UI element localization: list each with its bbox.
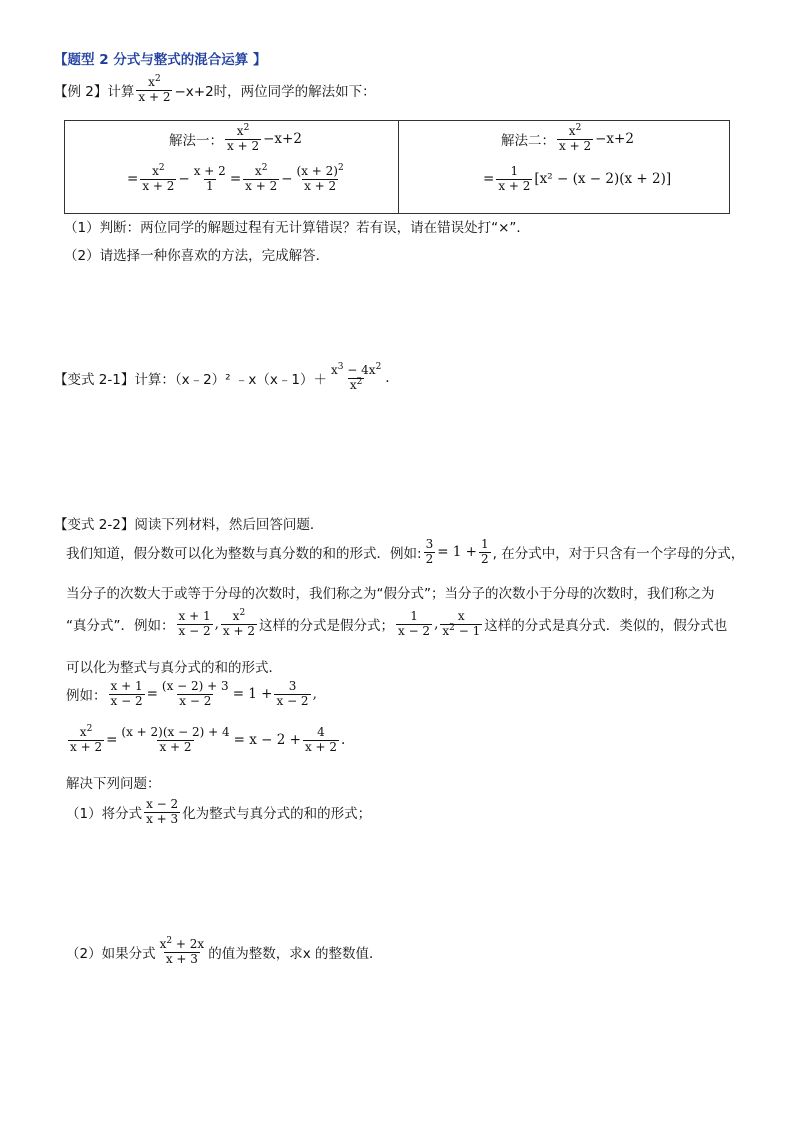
fraction: $\frac{x - 2}{x + 3}$ — [146, 797, 179, 826]
para-text: 这样的分式是真分式．类似的，假分式也 — [484, 618, 728, 635]
method-2-tail: −x+2 — [595, 131, 634, 148]
variant-2-1 — [54, 364, 390, 393]
method-2-bracket: [x² − (x − 2)(x + 2)] — [534, 171, 672, 188]
equals-sign: = — [229, 171, 242, 188]
para-text: 我们知道，假分数可以化为整数与真分数的和的形式．例如: — [66, 546, 422, 563]
variant-2-1-end: . — [385, 370, 390, 387]
example-2-tail: −x+2时，两位同学的解法如下： — [174, 84, 376, 101]
example-label: 例如： — [66, 688, 107, 705]
fraction: $\frac{1}{2}$ — [481, 537, 489, 566]
equals-one-plus: = 1 + — [437, 544, 477, 561]
fraction: $\frac{x^2 + 2x}{x + 3}$ — [159, 936, 205, 966]
fraction: $\frac{1}{x + 2}$ — [498, 164, 531, 193]
example-2-question-1: （1）判断：两位同学的解题过程有无计算错误？若有误，请在错误处打“×”． — [64, 220, 530, 236]
fraction: $\frac{x^2}{x + 2}$ — [227, 123, 260, 153]
method-1-line-2 — [127, 165, 348, 194]
method-1-line-1 — [169, 125, 302, 154]
fraction: $\frac{(x + 2)(x - 2) + 4}{x + 2}$ — [121, 725, 230, 754]
fraction: $\frac{3}{x - 2}$ — [276, 679, 309, 708]
variant-2-1-text: 【变式 2-1】计算：（x﹣2）² ﹣x（x﹣1）＋ — [54, 372, 327, 389]
variant-2-2-para-4: 可以化为整式与真分式的和的形式． — [66, 660, 282, 676]
comma: , — [434, 616, 439, 633]
para-text: 这样的分式是假分式； — [258, 618, 394, 635]
fraction: $\frac{3}{2}$ — [425, 537, 434, 566]
method-2-line-1 — [501, 125, 634, 154]
fraction: $\frac{x^2}{x + 2}$ — [142, 163, 175, 193]
fraction: $\frac{(x + 2)^2}{x + 2}$ — [296, 163, 344, 193]
comma: , — [214, 616, 219, 633]
variant-2-2-para-1 — [66, 538, 744, 567]
variant-2-2-para-2: 当分子的次数大于或等于分母的次数时，我们称之为“假分式”；当分子的次数小于分母的次数时，我们称之为 — [66, 586, 715, 602]
minus-sign: − — [178, 171, 190, 188]
solutions-table — [64, 120, 730, 214]
equals-sign: = — [146, 686, 158, 703]
variant-2-2-example-2 — [66, 726, 345, 755]
fraction: $\frac{x^2}{x + 2}$ — [222, 608, 255, 638]
fraction: $\frac{x + 1}{x - 2}$ — [178, 609, 211, 638]
equals-sign: = — [106, 732, 118, 749]
method-2-label: 解法二： — [501, 133, 555, 150]
example-2-question-2: （2）请选择一种你喜欢的方法，完成解答． — [64, 248, 330, 264]
question-text: 的值为整数，求x 的整数值． — [208, 946, 383, 963]
table-divider — [398, 121, 399, 213]
equals-sign: = — [127, 171, 139, 188]
section-title: 【题型 2 分式与整式的混合运算 】 — [54, 52, 267, 68]
fraction: $\frac{x}{x^2 - 1}$ — [442, 609, 481, 638]
example-2-statement — [54, 76, 376, 105]
fraction: $\frac{x^2}{x + 2}$ — [245, 163, 278, 193]
example-2-prefix: 【例 2】计算 — [54, 84, 135, 101]
variant-2-2-question-1 — [66, 798, 371, 827]
period: . — [341, 732, 346, 749]
variant-2-2-para-3 — [66, 610, 727, 639]
equals-x-minus-2-plus: = x − 2 + — [233, 732, 301, 749]
fraction: $\frac{(x - 2) + 3}{x - 2}$ — [161, 679, 229, 708]
method-1-tail: −x+2 — [263, 131, 302, 148]
fraction: $\frac{4}{x + 2}$ — [304, 725, 338, 754]
para-text: , 在分式中，对于只含有一个字母的分式， — [492, 546, 745, 563]
question-text: 化为整式与真分式的和的形式； — [182, 806, 372, 823]
comma: , — [312, 686, 317, 703]
fraction: $\frac{x^2}{x + 2}$ — [70, 724, 103, 754]
fraction-x2-over-x-plus-2: $\frac{x^2}{x + 2}$ — [138, 74, 171, 104]
minus-sign: − — [281, 171, 293, 188]
method-1-label: 解法一： — [169, 133, 223, 150]
question-text: （1）将分式 — [66, 806, 143, 823]
fraction: $\frac{x^2}{x + 2}$ — [559, 123, 592, 153]
fraction: $\frac{1}{x - 2}$ — [397, 609, 431, 638]
variant-2-2-example-1 — [66, 680, 317, 709]
variant-2-2-intro: 【变式 2-2】阅读下列材料，然后回答问题． — [54, 517, 324, 533]
method-2-line-2 — [483, 165, 671, 194]
variant-2-2-solve-label: 解决下列问题： — [66, 776, 161, 792]
fraction: $\frac{x^3 - 4x^2}{x^2}$ — [330, 362, 382, 392]
variant-2-2-question-2 — [66, 938, 382, 967]
fraction: $\frac{x + 1}{x - 2}$ — [110, 679, 143, 708]
fraction: $\frac{x + 2}{1}$ — [193, 164, 226, 193]
equals-sign: = — [483, 171, 495, 188]
para-text: “真分式”．例如： — [66, 618, 175, 635]
question-text: （2）如果分式 — [66, 946, 156, 963]
equals-one-plus: = 1 + — [232, 686, 273, 703]
